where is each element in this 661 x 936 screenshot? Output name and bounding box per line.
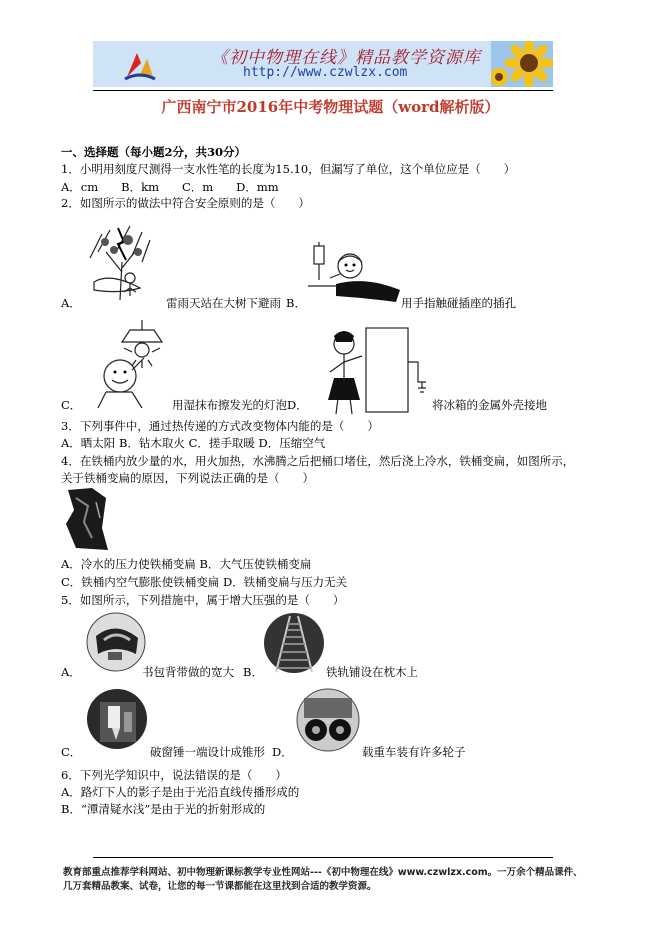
question-5-stem: 5．如图所示，下列措施中，属于增大压强的是（ ） [61,593,345,607]
sunflower-icon [491,41,553,87]
question-4-options-cd: C．铁桶内空气膨胀使铁桶变扁 D．铁桶变扁与压力无关 [61,575,348,589]
lamp-cleaning-illustration [92,320,172,412]
question-5-option-c-letter: C． [61,745,82,759]
question-4-stem-line2: 关于铁桶变扁的原因，下列说法正确的是（ ） [61,471,314,485]
header-banner [93,41,553,87]
fridge-grounding-illustration [322,322,432,416]
document-title: 广西南宁市2016年中考物理试题（word解析版） [161,98,500,116]
question-2-option-d-letter: D． [287,398,308,412]
footer-line-2: 几万套精品教案、试卷，让您的每一节课都能在这里找到合适的教学资源。 [63,881,377,892]
question-3-options: A．晒太阳 B．钻木取火 C．搓手取暖 D．压缩空气 [61,436,326,450]
footer-rule [93,857,553,858]
question-1-options: A．cm B．km C．m D．mm [61,180,279,194]
question-2-option-a-text: 雷雨天站在大树下避雨 [166,296,281,310]
question-2-stem: 2．如图所示的做法中符合安全原则的是（ ） [61,196,310,210]
crushed-barrel-illustration [62,488,110,552]
question-3-stem: 3．下列事件中，通过热传递的方式改变物体内能的是（ ） [61,419,379,433]
question-1-stem: 1．小明用刻度尺测得一支水性笔的长度为15.10，但漏写了单位，这个单位应是（ ） [61,162,516,176]
question-6-option-b: B．“潭清疑水浅”是由于光的折射形成的 [61,802,266,816]
question-5-option-b-letter: B． [243,665,263,679]
backpack-strap-photo [86,612,146,672]
truck-wheels-photo [296,688,360,752]
footer-line-1: 教育部重点推荐学科网站、初中物理新课标教学专业性网站---《初中物理在线》www.czwlzx.com。一万余个精品课件、 [63,867,583,878]
banner-title: 《初中物理在线》精品教学资源库 [211,48,481,68]
question-2-option-d-text: 将冰箱的金属外壳接地 [432,398,547,412]
site-logo-icon [123,49,157,81]
question-5-option-d-letter: D． [272,745,293,759]
header-rule [93,90,553,91]
safety-hammer-photo [86,688,148,750]
railway-track-photo [264,612,324,674]
child-socket-illustration [306,240,402,306]
question-4-options-ab: A．冷水的压力使铁桶变扁 B．大气压使铁桶变扁 [61,557,312,571]
question-4-stem-line1: 4．在铁桶内放少量的水，用火加热，水沸腾之后把桶口堵住，然后浇上冷水，铁桶变扁，如图所示， [61,454,575,468]
question-5-option-d-text: 载重车装有许多轮子 [362,745,466,759]
question-5-option-c-text: 破窗锤一端设计成锥形 [150,745,265,759]
question-2-option-a-letter: A． [61,296,81,310]
question-2-option-b-text: 用手指触碰插座的插孔 [401,296,516,310]
question-2-option-c-text: 用湿抹布擦发光的灯泡 [172,398,287,412]
question-5-option-a-text: 书包背带做的宽大 [142,665,234,679]
section-heading: 一、选择题（每小题2分，共30分） [61,145,247,159]
question-2-option-b-letter: B． [286,296,306,310]
banner-url[interactable]: http://www.czwlzx.com [243,65,408,80]
question-2-option-c-letter: C． [61,398,82,412]
question-5-option-a-letter: A． [61,665,81,679]
tree-lightning-illustration [80,222,160,302]
question-5-option-b-text: 铁轨铺设在枕木上 [326,665,418,679]
question-6-option-a: A．路灯下人的影子是由于光沿直线传播形成的 [61,785,300,799]
question-6-stem: 6．下列光学知识中，说法错误的是（ ） [61,768,287,782]
